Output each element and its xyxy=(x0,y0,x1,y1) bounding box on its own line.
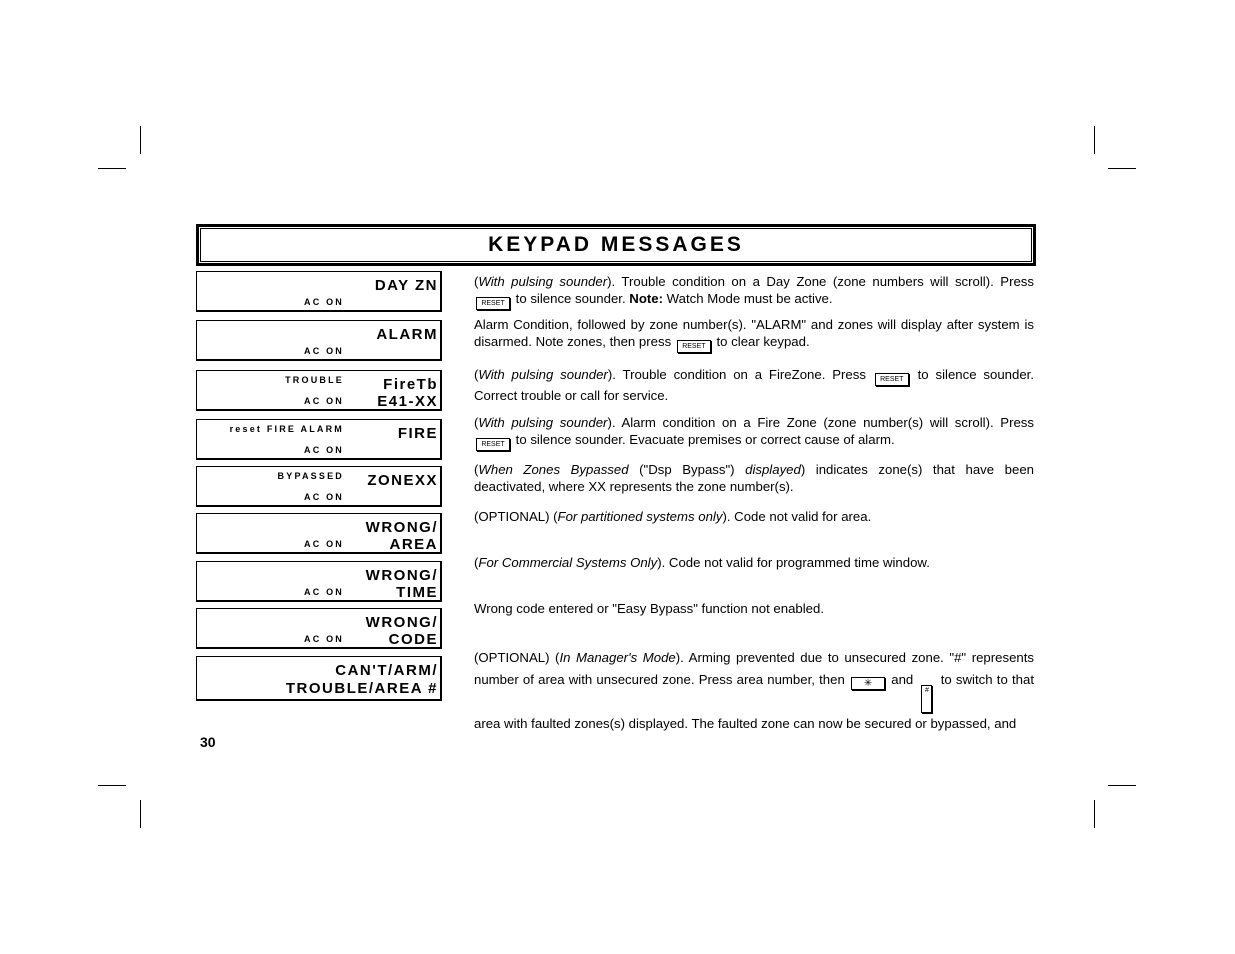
desc-text: ). Trouble condition on a Day Zone (zone numbers will scroll). Press xyxy=(607,274,1034,289)
page-number: 30 xyxy=(200,734,216,750)
desc-text: to switch to that area with faulted zones(s) displayed. The faulted zone can now be secured or bypassed, and xyxy=(474,671,1034,731)
keypad-display-firetb xyxy=(196,370,442,411)
page-title: KEYPAD MESSAGES xyxy=(488,233,744,256)
display-text-line2: CODE xyxy=(388,631,438,648)
desc-italic: For Commercial Systems Only xyxy=(478,555,658,570)
desc-italic: In Manager's Mode xyxy=(559,650,676,665)
display-text-line1: WRONG/ xyxy=(365,614,438,631)
keypad-display-cant-arm xyxy=(196,656,442,701)
display-indicator: AC ON xyxy=(304,297,344,307)
display-text: ALARM xyxy=(376,326,438,343)
description-day-zn xyxy=(474,274,1034,310)
display-indicator: AC ON xyxy=(304,587,344,597)
display-text: DAY ZN xyxy=(374,277,438,294)
title-box xyxy=(196,224,1036,266)
display-text-line1: CAN'T/ARM/ xyxy=(335,662,438,679)
crop-mark-top-left-h xyxy=(98,168,126,169)
desc-text: to silence sounder. xyxy=(512,290,630,306)
desc-text: to clear keypad. xyxy=(712,333,810,349)
desc-text: ). Code not valid for programmed time window. xyxy=(657,555,930,570)
desc-text: ). Code not valid for area. xyxy=(722,509,872,524)
description-alarm xyxy=(474,317,1034,353)
crop-mark-bottom-left-h xyxy=(98,785,126,786)
reset-key-icon: RESET xyxy=(677,340,711,353)
reset-key-icon: RESET xyxy=(476,297,510,310)
desc-text: ("Dsp Bypass") xyxy=(628,462,746,477)
keypad-display-day-zn xyxy=(196,271,442,312)
desc-italic: With pulsing sounder xyxy=(478,274,608,289)
desc-italic: When Zones Bypassed xyxy=(478,462,629,477)
display-indicator: AC ON xyxy=(304,634,344,644)
desc-text: to silence sounder. Evacuate premises or correct cause of alarm. xyxy=(512,431,895,447)
description-zonexx xyxy=(474,462,1034,495)
desc-text: Watch Mode must be active. xyxy=(663,290,833,306)
display-indicator: AC ON xyxy=(304,492,344,502)
crop-mark-top-right-v xyxy=(1094,126,1095,154)
desc-text: ( xyxy=(474,415,479,430)
description-cant-arm xyxy=(474,647,1034,734)
desc-note-label: Note: xyxy=(629,290,663,306)
display-indicator: AC ON xyxy=(304,346,344,356)
display-text: FIRE xyxy=(397,425,438,442)
display-indicator-top: BYPASSED xyxy=(277,471,344,481)
desc-italic: With pulsing sounder xyxy=(478,367,608,382)
display-indicator: AC ON xyxy=(304,445,344,455)
desc-text: ( xyxy=(474,462,479,477)
display-text-line2: E41-XX xyxy=(377,393,438,410)
star-key-icon: ✳ xyxy=(851,677,885,690)
description-fire xyxy=(474,415,1034,451)
desc-text: to silence sounder. Correct trouble or call for service. xyxy=(474,367,1034,403)
desc-text: (OPTIONAL) ( xyxy=(474,509,558,524)
crop-mark-bottom-right-v xyxy=(1094,800,1095,828)
display-text-line2: TIME xyxy=(396,584,438,601)
desc-italic: With pulsing sounder xyxy=(478,415,608,430)
keypad-display-zonexx xyxy=(196,466,442,507)
crop-mark-bottom-right-h xyxy=(1108,785,1136,786)
reset-key-icon: RESET xyxy=(476,438,510,451)
reset-key-icon: RESET xyxy=(875,373,909,386)
desc-text: ). Alarm condition on a Fire Zone (zone number(s) will scroll). Press xyxy=(607,415,1034,430)
crop-mark-bottom-left-v xyxy=(140,800,141,828)
desc-text: ( xyxy=(474,274,479,289)
description-firetb xyxy=(474,365,1034,406)
description-wrong-code xyxy=(474,601,1034,618)
display-indicator: AC ON xyxy=(304,539,344,549)
description-wrong-area xyxy=(474,509,1034,526)
desc-text: Wrong code entered or "Easy Bypass" function not enabled. xyxy=(474,601,825,616)
keypad-display-alarm xyxy=(196,320,442,361)
desc-text: Alarm Condition, followed by zone number(s). "ALARM" and zones will display after system is disarmed. Note zones, then press xyxy=(474,317,1034,349)
display-text-line1: FireTb xyxy=(383,376,438,393)
hash-key-icon: # xyxy=(921,685,932,713)
desc-text: ( xyxy=(474,367,479,382)
display-indicator: AC ON xyxy=(304,396,344,406)
desc-italic: displayed xyxy=(745,462,801,477)
desc-text: ( xyxy=(474,555,479,570)
desc-text: (OPTIONAL) ( xyxy=(474,650,560,665)
keypad-display-wrong-code xyxy=(196,608,442,649)
display-indicator-top: TROUBLE xyxy=(285,375,344,385)
display-text: ZONEXX xyxy=(367,472,438,489)
keypad-display-wrong-time xyxy=(196,561,442,602)
display-indicator-top: reset FIRE ALARM xyxy=(229,424,344,434)
desc-text: ). Arming prevented due to unsecured zone. "#" represents number of area with unsecured zone. Press area number, then xyxy=(474,650,1034,687)
display-text-line1: WRONG/ xyxy=(365,567,438,584)
display-text-line1: WRONG/ xyxy=(365,519,438,536)
display-text-line2: TROUBLE/AREA # xyxy=(285,680,438,697)
display-text-line2: AREA xyxy=(389,536,438,553)
desc-italic: For partitioned systems only xyxy=(557,509,723,524)
desc-text: and xyxy=(887,671,918,687)
desc-text: ) indicates zone(s) that have been deactivated, where XX represents the zone number(s). xyxy=(474,462,1034,494)
keypad-display-wrong-area xyxy=(196,513,442,554)
description-wrong-time xyxy=(474,555,1034,572)
crop-mark-top-right-h xyxy=(1108,168,1136,169)
desc-text: ). Trouble condition on a FireZone. Press xyxy=(607,367,873,382)
crop-mark-top-left-v xyxy=(140,126,141,154)
keypad-display-fire xyxy=(196,419,442,460)
